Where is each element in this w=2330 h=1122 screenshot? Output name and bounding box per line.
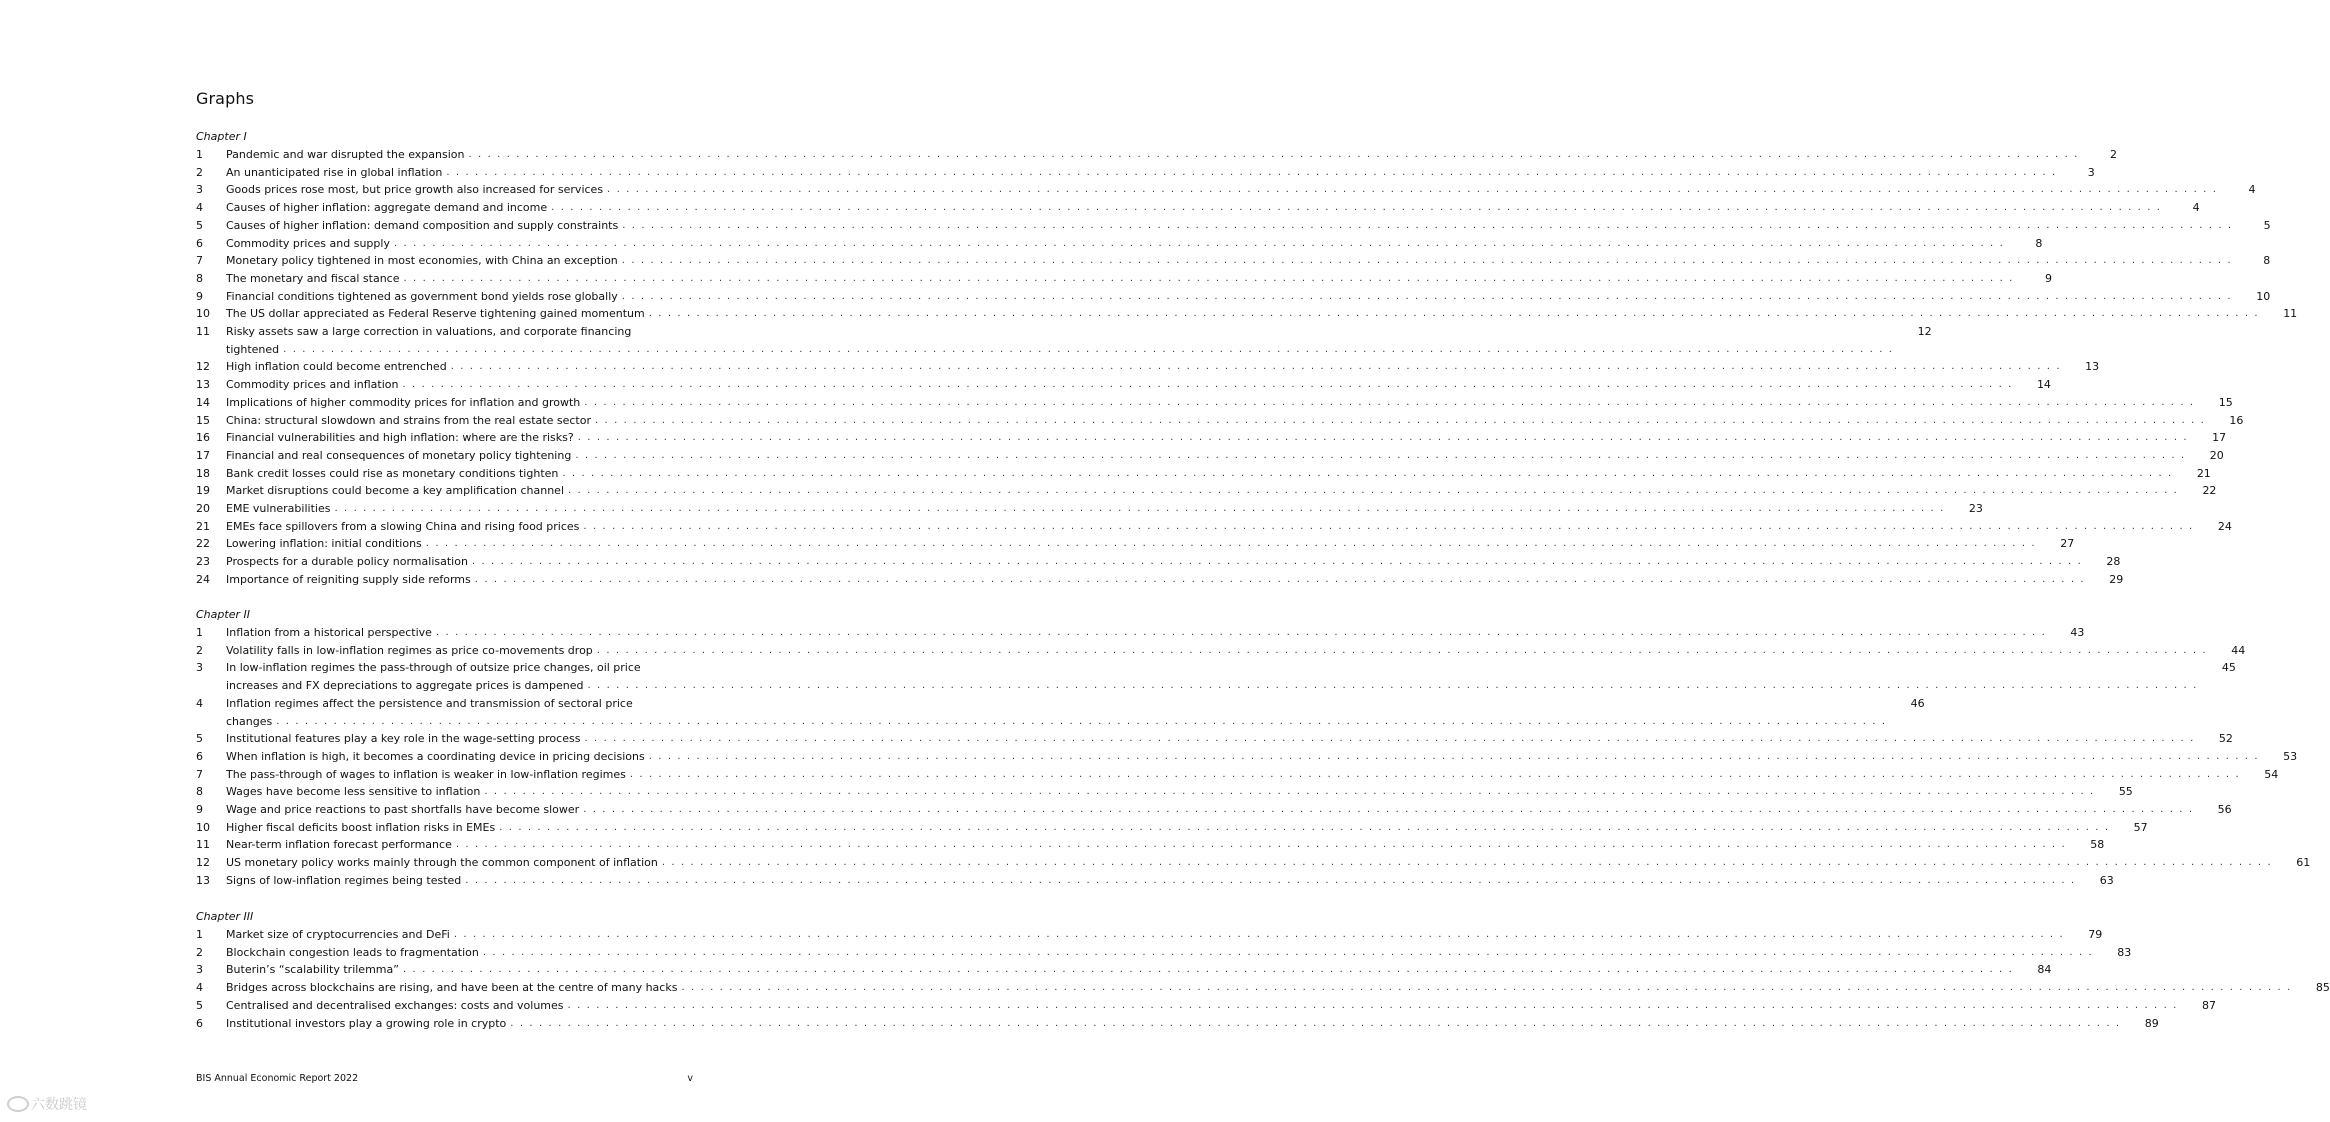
toc-entry[interactable] <box>196 571 2124 589</box>
chapter-section <box>196 606 2311 890</box>
graph-title-line: Prospects for a durable policy normalisation <box>226 555 468 569</box>
toc-entry[interactable] <box>196 465 2211 483</box>
graph-title-line: EMEs face spillovers from a slowing China and rising food prices <box>226 519 580 533</box>
graph-number: 23 <box>196 555 210 569</box>
graph-title <box>226 447 2186 465</box>
leader-dots <box>484 783 2094 801</box>
graph-title <box>226 252 2232 270</box>
graph-number: 11 <box>196 325 210 339</box>
graph-title <box>226 376 2013 394</box>
page-number: 87 <box>2201 998 2216 1012</box>
graph-title-line: Signs of low-inflation regimes being tested <box>226 873 462 887</box>
graph-title <box>226 730 2195 748</box>
graph-title-line: Bank credit losses could rise as monetary conditions tighten <box>226 466 559 480</box>
graph-number: 5 <box>196 732 203 746</box>
graph-title-line: Blockchain congestion leads to fragmentation <box>226 945 479 959</box>
graph-title <box>226 199 2162 217</box>
page-number: 61 <box>2296 856 2311 870</box>
leader-dots <box>583 518 2193 536</box>
toc-entry[interactable] <box>196 695 1925 730</box>
graph-title-line: Commodity prices and supply <box>226 236 390 250</box>
toc-entry[interactable] <box>196 199 2200 217</box>
graph-title-line: Monetary policy tightened in most economies, with China an exception <box>226 254 618 268</box>
graph-title-line: China: structural slowdown and strains from the real estate sector <box>226 413 591 427</box>
graph-title-line: The monetary and fiscal stance <box>226 271 400 285</box>
page-number: 22 <box>2202 484 2217 498</box>
leader-dots <box>595 412 2205 430</box>
leader-dots <box>403 961 2013 979</box>
leader-dots <box>403 376 2013 394</box>
graph-title-line: Wage and price reactions to past shortfalls have become slower <box>226 803 580 817</box>
leader-dots <box>551 199 2161 217</box>
graph-title-line: Volatility falls in low-inflation regimes as price co-movements drop <box>226 643 593 657</box>
graph-number: 13 <box>196 378 210 392</box>
graph-number: 20 <box>196 502 210 516</box>
graph-title <box>226 854 2272 872</box>
page-number: 89 <box>2144 1016 2159 1030</box>
page-title: Graphs <box>196 89 255 108</box>
graph-title-line: Market disruptions could become a key amplification channel <box>226 484 564 498</box>
graph-title <box>226 217 2233 235</box>
leader-dots <box>662 854 2272 872</box>
watermark <box>7 1094 87 1114</box>
page-number: 44 <box>2231 643 2246 657</box>
graph-title-line: Commodity prices and inflation <box>226 378 399 392</box>
leader-dots <box>562 465 2172 483</box>
leader-dots <box>456 836 2066 854</box>
page-number: 10 <box>2256 289 2271 303</box>
page-footer <box>196 1073 693 1084</box>
leader-dots <box>649 748 2259 766</box>
graph-title-line: Inflation from a historical perspective <box>226 626 432 639</box>
graph-title-line: The pass-through of wages to inflation is weaker in low-inflation regimes <box>226 767 626 781</box>
graph-title <box>226 819 2110 837</box>
page-number: 15 <box>2218 395 2233 409</box>
page-number: 57 <box>2133 820 2148 834</box>
page-number: 84 <box>2037 963 2052 977</box>
graph-title <box>226 518 2194 536</box>
page-number: 28 <box>2106 555 2121 569</box>
page-number: 23 <box>1968 502 1983 516</box>
graph-title-line: Institutional investors play a growing role in crypto <box>226 1016 507 1030</box>
chapter-section <box>196 908 2330 1032</box>
graph-number: 21 <box>196 519 210 533</box>
graph-title <box>226 288 2232 306</box>
page-number: 46 <box>1910 696 1925 710</box>
footer-report-title: BIS Annual Economic Report 2022 <box>196 1073 359 1084</box>
toc-entry[interactable] <box>196 1015 2159 1033</box>
page-number: 53 <box>2283 749 2298 763</box>
graph-title-line: Goods prices rose most, but price growth also increased for services <box>226 183 604 197</box>
toc-entry[interactable] <box>196 518 2232 536</box>
page-number: 16 <box>2229 413 2244 427</box>
toc-entry[interactable] <box>196 323 1932 358</box>
graph-number: 7 <box>196 767 203 781</box>
graph-number: 7 <box>196 254 203 268</box>
graph-number: 8 <box>196 271 203 285</box>
graph-title <box>226 766 2240 784</box>
page-number: 2 <box>2109 148 2117 161</box>
graph-title <box>226 164 2057 182</box>
graph-title <box>226 624 2046 642</box>
leader-dots <box>472 553 2082 571</box>
graph-title <box>226 926 2064 944</box>
page-number: 14 <box>2036 378 2051 392</box>
graph-title <box>226 979 2292 997</box>
page-number: 58 <box>2090 838 2105 852</box>
leader-dots <box>276 713 1886 731</box>
leader-dots <box>334 500 1944 518</box>
page-number: 5 <box>2263 218 2271 232</box>
graph-number: 1 <box>196 626 203 639</box>
page-number: 79 <box>2088 928 2103 941</box>
page-number: 4 <box>2192 201 2200 215</box>
graph-number: 2 <box>196 945 203 959</box>
graph-number: 3 <box>196 183 203 197</box>
page-number: 85 <box>2315 981 2330 995</box>
graph-title-line: US monetary policy works mainly through the common component of inflation <box>226 856 658 870</box>
toc-entry[interactable] <box>196 854 2311 872</box>
toc-entry[interactable] <box>196 783 2133 801</box>
graph-title <box>226 394 2195 412</box>
toc-entry[interactable] <box>196 766 2279 784</box>
leader-dots <box>475 571 2085 589</box>
graph-title-line: An unanticipated rise in global inflation <box>226 165 443 179</box>
page-number: 4 <box>2248 183 2256 197</box>
leader-dots <box>681 979 2291 997</box>
graph-title-line: EME vulnerabilities <box>226 502 331 516</box>
graph-title <box>226 429 2188 447</box>
graph-title-line: Causes of higher inflation: demand composition and supply constraints <box>226 218 619 232</box>
graph-number: 1 <box>196 148 203 161</box>
graph-number: 6 <box>196 749 203 763</box>
graph-title <box>226 783 2095 801</box>
leader-dots <box>404 270 2014 288</box>
page-number: 21 <box>2196 466 2211 480</box>
toc-entry[interactable] <box>196 624 2085 642</box>
graph-title <box>226 500 1945 518</box>
leader-dots <box>607 181 2217 199</box>
page-number: 13 <box>2085 360 2100 374</box>
chapter-title: Chapter II <box>196 608 250 621</box>
graph-title <box>226 695 1887 730</box>
leader-dots <box>630 766 2240 784</box>
toc-entry[interactable] <box>196 535 2075 553</box>
toc-entry[interactable] <box>196 979 2330 997</box>
page-number: 8 <box>2035 236 2043 250</box>
graph-title <box>226 535 2036 553</box>
graph-title-line: Causes of higher inflation: aggregate demand and income <box>226 201 548 215</box>
graph-number: 2 <box>196 643 203 657</box>
graph-number: 6 <box>196 1016 203 1030</box>
graph-number: 2 <box>196 165 203 179</box>
leader-dots <box>568 482 2178 500</box>
leader-dots <box>451 358 2061 376</box>
chapter-section <box>196 128 2298 589</box>
graph-title-line: Risky assets saw a large correction in valuations, and corporate financing <box>226 325 632 339</box>
graph-title-line: Lowering inflation: initial conditions <box>226 537 422 551</box>
graph-number: 4 <box>196 201 203 215</box>
graph-title <box>226 1015 2121 1033</box>
toc-entry[interactable] <box>196 819 2148 837</box>
graph-number: 18 <box>196 466 210 480</box>
toc-entry[interactable] <box>196 961 2052 979</box>
graph-title <box>226 872 2076 890</box>
graph-title <box>226 961 2013 979</box>
leader-dots <box>283 341 1893 359</box>
watermark-logo-icon <box>7 1096 29 1112</box>
toc-entry[interactable] <box>196 358 2100 376</box>
graph-number: 4 <box>196 696 203 710</box>
leader-dots <box>578 429 2188 447</box>
leader-dots <box>584 730 2194 748</box>
toc-entry[interactable] <box>196 447 2224 465</box>
page-number: 12 <box>1917 325 1932 339</box>
toc-entry[interactable] <box>196 659 2236 694</box>
leader-dots <box>597 642 2207 660</box>
graph-title-line: High inflation could become entrenched <box>226 360 447 374</box>
page-number: 20 <box>2209 448 2224 462</box>
graph-title <box>226 482 2178 500</box>
leader-dots <box>622 252 2232 270</box>
graph-title <box>226 305 2259 323</box>
graph-title <box>226 412 2205 430</box>
leader-dots <box>436 624 2046 642</box>
graph-number: 14 <box>196 395 210 409</box>
toc-entry[interactable] <box>196 748 2298 766</box>
page-number: 11 <box>2283 307 2298 321</box>
graph-title-line: Bridges across blockchains are rising, and have been at the centre of many hacks <box>226 981 678 995</box>
page-number: 27 <box>2060 537 2075 551</box>
toc-entry[interactable] <box>196 235 2043 253</box>
graph-number: 24 <box>196 572 210 586</box>
graph-title-line: The US dollar appreciated as Federal Reserve tightening gained momentum <box>226 307 645 321</box>
graph-title-line: tightened <box>226 342 280 356</box>
watermark-text: 六数跳镜 <box>31 1097 87 1113</box>
toc-entry[interactable] <box>196 252 2271 270</box>
graph-number: 13 <box>196 873 210 887</box>
page-number: 9 <box>2044 271 2052 285</box>
leader-dots <box>583 801 2193 819</box>
page-number: 63 <box>2099 873 2114 887</box>
graph-number: 9 <box>196 289 203 303</box>
toc-entry[interactable] <box>196 553 2121 571</box>
toc-entry[interactable] <box>196 288 2271 306</box>
graph-title-line: In low-inflation regimes the pass-through of outsize price changes, oil price <box>226 661 641 675</box>
graph-title <box>226 358 2061 376</box>
toc-entry[interactable] <box>196 181 2256 199</box>
toc-entry[interactable] <box>196 394 2233 412</box>
toc-entry[interactable] <box>196 730 2233 748</box>
toc-entry[interactable] <box>196 801 2232 819</box>
graph-title-line: Market size of cryptocurrencies and DeFi <box>226 928 450 941</box>
toc-entry[interactable] <box>196 217 2271 235</box>
leader-dots <box>510 1015 2120 1033</box>
graph-number: 11 <box>196 838 210 852</box>
graph-number: 16 <box>196 431 210 445</box>
toc-entry[interactable] <box>196 872 2114 890</box>
graph-title <box>226 997 2178 1015</box>
graph-title-line: Buterin’s “scalability trilemma” <box>226 963 399 977</box>
leader-dots <box>469 146 2079 164</box>
graph-number: 3 <box>196 661 203 675</box>
graph-title-line: Financial conditions tightened as government bond yields rose globally <box>226 289 618 303</box>
graph-number: 22 <box>196 537 210 551</box>
graph-title <box>226 181 2217 199</box>
graph-title-line: Financial and real consequences of monetary policy tightening <box>226 448 572 462</box>
graph-title-line: Implications of higher commodity prices for inflation and growth <box>226 395 581 409</box>
page-number: 45 <box>2221 661 2236 675</box>
toc-entry[interactable] <box>196 944 2132 962</box>
graph-number: 10 <box>196 307 210 321</box>
graph-title <box>226 465 2173 483</box>
toc-entry[interactable] <box>196 270 2052 288</box>
leader-dots <box>483 944 2093 962</box>
toc-entry[interactable] <box>196 482 2217 500</box>
graph-number: 1 <box>196 928 203 941</box>
footer-page-number: v <box>687 1073 693 1084</box>
toc-entry[interactable] <box>196 500 1983 518</box>
graph-number: 6 <box>196 236 203 250</box>
leader-dots <box>587 677 2197 695</box>
toc-entry[interactable] <box>196 146 2117 164</box>
graph-number: 8 <box>196 785 203 799</box>
toc-entry[interactable] <box>196 412 2244 430</box>
graph-number: 10 <box>196 820 210 834</box>
toc-entry[interactable] <box>196 997 2216 1015</box>
toc-entry[interactable] <box>196 305 2298 323</box>
graph-title-line: Centralised and decentralised exchanges: costs and volumes <box>226 998 564 1012</box>
chapter-title: Chapter I <box>196 130 247 143</box>
graph-title <box>226 323 1894 358</box>
graph-title-line: Institutional features play a key role in the wage-setting process <box>226 732 581 746</box>
graph-title <box>226 836 2066 854</box>
chapter-title: Chapter III <box>196 910 254 923</box>
toc-entry[interactable] <box>196 926 2103 944</box>
graph-number: 9 <box>196 803 203 817</box>
graph-number: 19 <box>196 484 210 498</box>
graph-title-line: Inflation regimes affect the persistence and transmission of sectoral price <box>226 696 633 710</box>
graph-title-line: increases and FX depreciations to aggregate prices is dampened <box>226 679 584 693</box>
graph-title <box>226 571 2085 589</box>
leader-dots <box>394 235 2004 253</box>
leader-dots <box>622 217 2232 235</box>
page-number: 52 <box>2218 732 2233 746</box>
page-number: 29 <box>2109 572 2124 586</box>
graph-title-line: Financial vulnerabilities and high inflation: where are the risks? <box>226 431 574 445</box>
leader-dots <box>568 997 2178 1015</box>
page-number: 54 <box>2264 767 2279 781</box>
graph-title <box>226 553 2082 571</box>
leader-dots <box>499 819 2109 837</box>
toc-entry[interactable] <box>196 429 2227 447</box>
graph-number: 3 <box>196 963 203 977</box>
page-number: 3 <box>2087 165 2095 179</box>
graph-number: 17 <box>196 448 210 462</box>
graph-number: 4 <box>196 981 203 995</box>
graph-title <box>226 801 2194 819</box>
graph-title-line: changes <box>226 714 273 728</box>
leader-dots <box>575 447 2185 465</box>
graph-title <box>226 642 2207 660</box>
leader-dots <box>454 926 2064 944</box>
page-number: 17 <box>2212 431 2227 445</box>
graph-title <box>226 270 2014 288</box>
page-number: 56 <box>2217 803 2232 817</box>
graph-number: 12 <box>196 856 210 870</box>
graph-title <box>226 748 2259 766</box>
toc-entry[interactable] <box>196 376 2051 394</box>
leader-dots <box>465 872 2075 890</box>
page-number: 24 <box>2217 519 2232 533</box>
toc-entry[interactable] <box>196 836 2105 854</box>
graph-title-line: When inflation is high, it becomes a coordinating device in pricing decisions <box>226 749 645 763</box>
graph-title-line: Higher fiscal deficits boost inflation risks in EMEs <box>226 820 496 834</box>
graph-title-line: Near-term inflation forecast performance <box>226 838 452 852</box>
graph-number: 5 <box>196 998 203 1012</box>
graph-title <box>226 235 2004 253</box>
graph-title-line: Wages have become less sensitive to inflation <box>226 785 481 799</box>
leader-dots <box>426 535 2036 553</box>
page-number: 83 <box>2117 945 2132 959</box>
graph-title <box>226 146 2079 164</box>
graph-number: 12 <box>196 360 210 374</box>
graph-title <box>226 944 2093 962</box>
toc-entry[interactable] <box>196 642 2246 660</box>
graph-number: 5 <box>196 218 203 232</box>
graph-number: 15 <box>196 413 210 427</box>
toc-entry[interactable] <box>196 164 2095 182</box>
leader-dots <box>622 288 2232 306</box>
leader-dots <box>584 394 2194 412</box>
graph-title-line: Pandemic and war disrupted the expansion <box>226 148 465 161</box>
graph-title-line: Importance of reigniting supply side reforms <box>226 572 471 586</box>
graph-title <box>226 659 2198 694</box>
page-number: 55 <box>2118 785 2133 799</box>
leader-dots <box>446 164 2056 182</box>
page-number: 43 <box>2070 626 2085 639</box>
page-number: 8 <box>2263 254 2271 268</box>
leader-dots <box>649 305 2259 323</box>
